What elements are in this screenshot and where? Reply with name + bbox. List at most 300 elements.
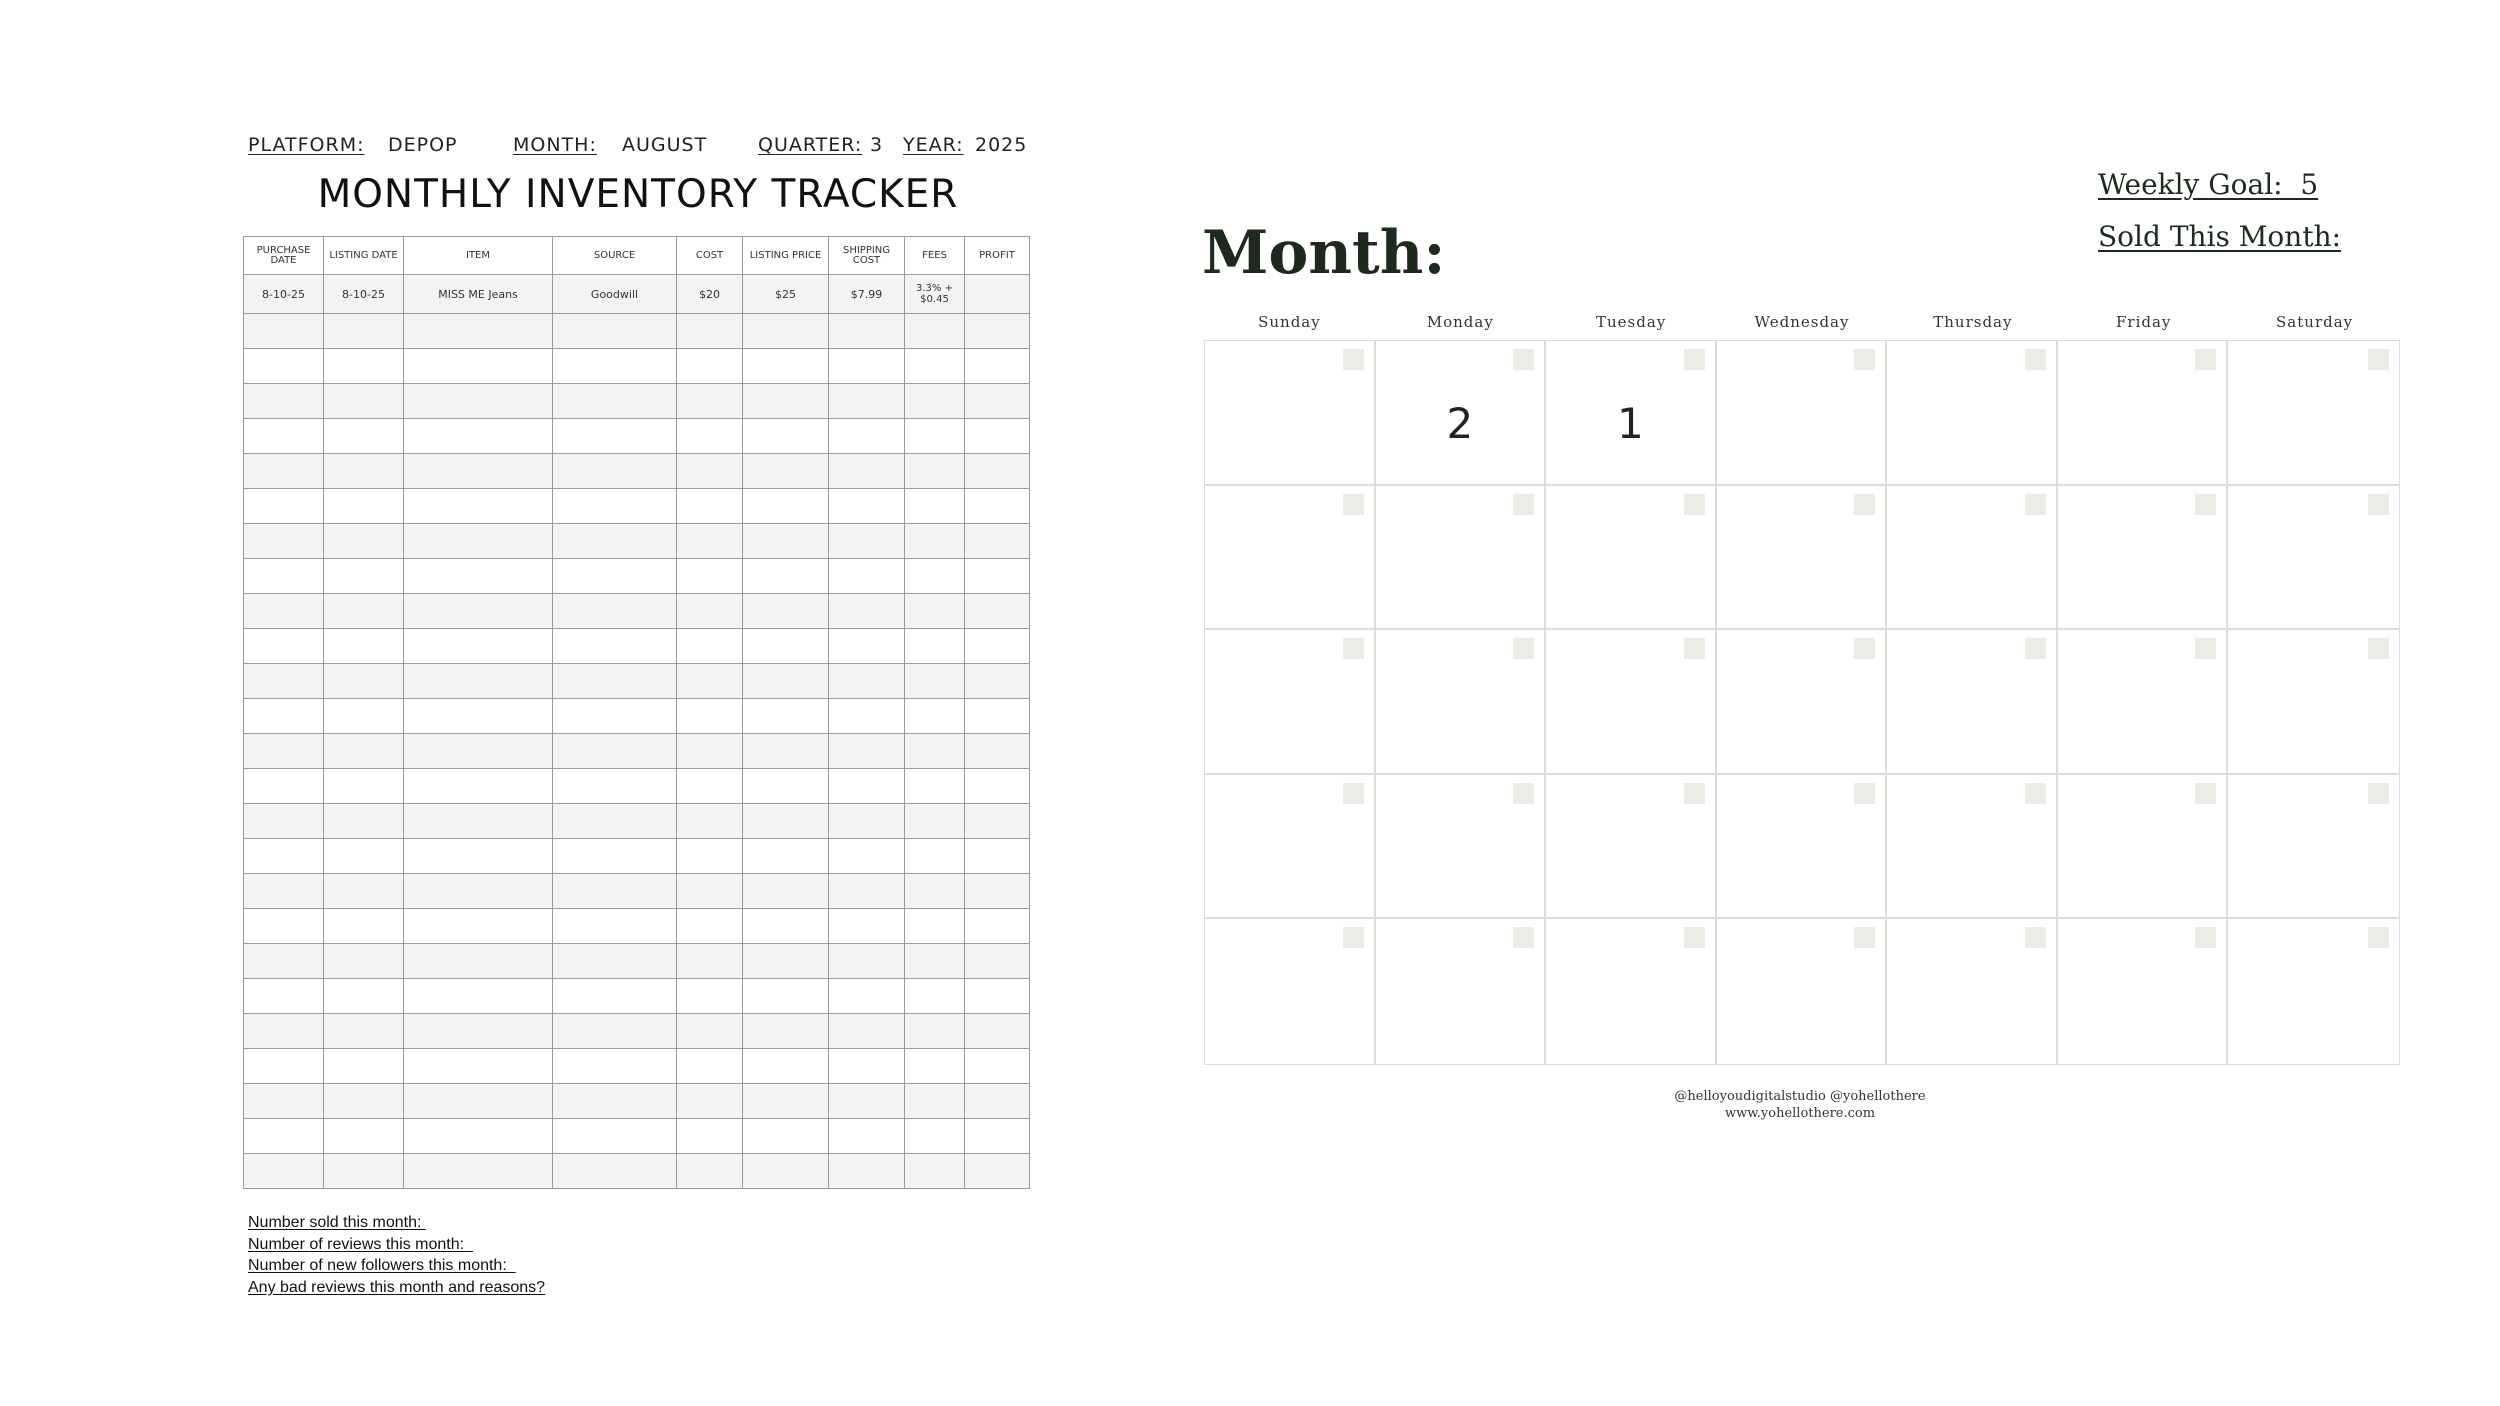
- cell-item[interactable]: [404, 454, 553, 489]
- day-checkbox[interactable]: [1684, 494, 1705, 515]
- cell-source[interactable]: [553, 664, 677, 699]
- cell-cost[interactable]: [677, 874, 743, 909]
- cell-cost[interactable]: [677, 1014, 743, 1049]
- day-checkbox[interactable]: [2195, 783, 2216, 804]
- calendar-day-cell[interactable]: [1376, 486, 1547, 631]
- cell-listing-price[interactable]: [743, 559, 829, 594]
- cell-listing-price[interactable]: [743, 909, 829, 944]
- calendar-day-cell[interactable]: [1376, 919, 1547, 1064]
- cell-fees[interactable]: [905, 874, 965, 909]
- cell-source[interactable]: [553, 1154, 677, 1189]
- cell-source[interactable]: [553, 874, 677, 909]
- day-checkbox[interactable]: [2195, 927, 2216, 948]
- cell-source[interactable]: [553, 454, 677, 489]
- cell-cost[interactable]: [677, 559, 743, 594]
- cell-fees[interactable]: [905, 734, 965, 769]
- cell-source[interactable]: [553, 629, 677, 664]
- cell-listing-price[interactable]: [743, 699, 829, 734]
- day-checkbox[interactable]: [2368, 783, 2389, 804]
- cell-listing-price[interactable]: [743, 314, 829, 349]
- cell-listing-price[interactable]: [743, 524, 829, 559]
- cell-purchase-date[interactable]: [244, 314, 324, 349]
- cell-purchase-date[interactable]: [244, 1154, 324, 1189]
- cell-listing-date[interactable]: [324, 664, 404, 699]
- cell-shipping-cost[interactable]: [829, 1014, 905, 1049]
- cell-listing-price[interactable]: [743, 1154, 829, 1189]
- cell-profit[interactable]: [965, 979, 1030, 1014]
- cell-source[interactable]: [553, 1119, 677, 1154]
- cell-fees[interactable]: [905, 1084, 965, 1119]
- cell-shipping-cost[interactable]: [829, 804, 905, 839]
- cell-listing-date[interactable]: [324, 384, 404, 419]
- cell-item[interactable]: [404, 314, 553, 349]
- cell-cost[interactable]: [677, 1154, 743, 1189]
- cell-profit[interactable]: [965, 314, 1030, 349]
- day-checkbox[interactable]: [2195, 349, 2216, 370]
- cell-cost[interactable]: [677, 384, 743, 419]
- cell-fees[interactable]: [905, 1049, 965, 1084]
- cell-listing-price[interactable]: [743, 349, 829, 384]
- cell-cost[interactable]: [677, 699, 743, 734]
- calendar-day-cell[interactable]: [1546, 341, 1717, 486]
- cell-item[interactable]: [404, 734, 553, 769]
- cell-profit[interactable]: [965, 454, 1030, 489]
- cell-fees[interactable]: [905, 664, 965, 699]
- calendar-day-cell[interactable]: [1717, 630, 1888, 775]
- cell-item[interactable]: [404, 384, 553, 419]
- cell-purchase-date[interactable]: [244, 979, 324, 1014]
- day-checkbox[interactable]: [2368, 638, 2389, 659]
- cell-listing-date[interactable]: [324, 1154, 404, 1189]
- cell-purchase-date[interactable]: [244, 804, 324, 839]
- cell-source[interactable]: [553, 384, 677, 419]
- cell-listing-date[interactable]: 8-10-25: [324, 275, 404, 314]
- day-checkbox[interactable]: [2368, 349, 2389, 370]
- cell-item[interactable]: MISS ME Jeans: [404, 275, 553, 314]
- cell-purchase-date[interactable]: [244, 909, 324, 944]
- cell-cost[interactable]: [677, 349, 743, 384]
- cell-listing-date[interactable]: [324, 524, 404, 559]
- cell-profit[interactable]: [965, 664, 1030, 699]
- cell-item[interactable]: [404, 909, 553, 944]
- day-checkbox[interactable]: [1513, 783, 1534, 804]
- cell-purchase-date[interactable]: [244, 594, 324, 629]
- cell-item[interactable]: [404, 419, 553, 454]
- cell-source[interactable]: [553, 804, 677, 839]
- day-checkbox[interactable]: [1513, 927, 1534, 948]
- cell-fees[interactable]: [905, 314, 965, 349]
- cell-purchase-date[interactable]: [244, 629, 324, 664]
- cell-cost[interactable]: [677, 419, 743, 454]
- calendar-day-cell[interactable]: [1376, 630, 1547, 775]
- cell-item[interactable]: [404, 524, 553, 559]
- calendar-day-cell[interactable]: [1887, 486, 2058, 631]
- cell-listing-price[interactable]: [743, 419, 829, 454]
- cell-cost[interactable]: [677, 664, 743, 699]
- cell-cost[interactable]: $20: [677, 275, 743, 314]
- cell-fees[interactable]: [905, 489, 965, 524]
- day-checkbox[interactable]: [1343, 494, 1364, 515]
- cell-profit[interactable]: [965, 909, 1030, 944]
- cell-source[interactable]: [553, 769, 677, 804]
- cell-source[interactable]: [553, 734, 677, 769]
- cell-cost[interactable]: [677, 524, 743, 559]
- cell-listing-date[interactable]: [324, 314, 404, 349]
- calendar-day-cell[interactable]: [1205, 919, 1376, 1064]
- cell-source[interactable]: [553, 489, 677, 524]
- cell-purchase-date[interactable]: [244, 559, 324, 594]
- cell-fees[interactable]: [905, 1119, 965, 1154]
- cell-listing-price[interactable]: [743, 629, 829, 664]
- cell-item[interactable]: [404, 769, 553, 804]
- day-checkbox[interactable]: [2195, 638, 2216, 659]
- day-checkbox[interactable]: [2368, 927, 2389, 948]
- cell-listing-date[interactable]: [324, 839, 404, 874]
- cell-purchase-date[interactable]: 8-10-25: [244, 275, 324, 314]
- cell-profit[interactable]: [965, 1084, 1030, 1119]
- cell-fees[interactable]: [905, 384, 965, 419]
- calendar-day-cell[interactable]: [1205, 341, 1376, 486]
- cell-profit[interactable]: [965, 1049, 1030, 1084]
- calendar-day-cell[interactable]: [1205, 775, 1376, 920]
- day-checkbox[interactable]: [2025, 494, 2046, 515]
- cell-source[interactable]: [553, 1084, 677, 1119]
- cell-listing-price[interactable]: [743, 944, 829, 979]
- cell-source[interactable]: [553, 349, 677, 384]
- cell-cost[interactable]: [677, 944, 743, 979]
- calendar-day-cell[interactable]: [1376, 341, 1547, 486]
- calendar-day-cell[interactable]: [1205, 486, 1376, 631]
- cell-shipping-cost[interactable]: [829, 769, 905, 804]
- calendar-day-cell[interactable]: [1717, 486, 1888, 631]
- cell-listing-date[interactable]: [324, 979, 404, 1014]
- cell-shipping-cost[interactable]: [829, 1154, 905, 1189]
- cell-listing-date[interactable]: [324, 734, 404, 769]
- cell-listing-price[interactable]: [743, 734, 829, 769]
- cell-item[interactable]: [404, 1084, 553, 1119]
- cell-item[interactable]: [404, 874, 553, 909]
- cell-shipping-cost[interactable]: [829, 524, 905, 559]
- cell-shipping-cost[interactable]: [829, 314, 905, 349]
- cell-source[interactable]: [553, 419, 677, 454]
- cell-listing-date[interactable]: [324, 769, 404, 804]
- cell-source[interactable]: [553, 524, 677, 559]
- calendar-day-cell[interactable]: [1887, 919, 2058, 1064]
- cell-fees[interactable]: [905, 1014, 965, 1049]
- cell-cost[interactable]: [677, 454, 743, 489]
- day-checkbox[interactable]: [1854, 638, 1875, 659]
- cell-profit[interactable]: [965, 804, 1030, 839]
- calendar-day-cell[interactable]: [2058, 775, 2229, 920]
- cell-listing-date[interactable]: [324, 629, 404, 664]
- cell-listing-date[interactable]: [324, 944, 404, 979]
- cell-item[interactable]: [404, 1049, 553, 1084]
- cell-source[interactable]: [553, 559, 677, 594]
- cell-source[interactable]: [553, 944, 677, 979]
- cell-fees[interactable]: [905, 769, 965, 804]
- cell-purchase-date[interactable]: [244, 874, 324, 909]
- cell-source[interactable]: Goodwill: [553, 275, 677, 314]
- cell-item[interactable]: [404, 489, 553, 524]
- calendar-day-cell[interactable]: [2058, 486, 2229, 631]
- cell-cost[interactable]: [677, 1084, 743, 1119]
- cell-listing-price[interactable]: [743, 1049, 829, 1084]
- cell-profit[interactable]: [965, 699, 1030, 734]
- cell-listing-price[interactable]: [743, 489, 829, 524]
- day-checkbox[interactable]: [2025, 927, 2046, 948]
- cell-listing-date[interactable]: [324, 1119, 404, 1154]
- calendar-day-cell[interactable]: [1546, 775, 1717, 920]
- cell-shipping-cost[interactable]: [829, 1119, 905, 1154]
- cell-item[interactable]: [404, 664, 553, 699]
- cell-purchase-date[interactable]: [244, 664, 324, 699]
- cell-purchase-date[interactable]: [244, 769, 324, 804]
- cell-cost[interactable]: [677, 804, 743, 839]
- cell-listing-price[interactable]: [743, 664, 829, 699]
- cell-listing-price[interactable]: [743, 1119, 829, 1154]
- day-checkbox[interactable]: [2025, 638, 2046, 659]
- cell-profit[interactable]: [965, 769, 1030, 804]
- calendar-day-cell[interactable]: [2228, 486, 2399, 631]
- cell-item[interactable]: [404, 944, 553, 979]
- cell-listing-date[interactable]: [324, 489, 404, 524]
- cell-item[interactable]: [404, 979, 553, 1014]
- cell-fees[interactable]: [905, 1154, 965, 1189]
- calendar-day-cell[interactable]: [1546, 486, 1717, 631]
- calendar-day-cell[interactable]: [2058, 630, 2229, 775]
- cell-item[interactable]: [404, 1119, 553, 1154]
- cell-profit[interactable]: [965, 559, 1030, 594]
- cell-source[interactable]: [553, 909, 677, 944]
- calendar-day-cell[interactable]: [2228, 341, 2399, 486]
- cell-purchase-date[interactable]: [244, 734, 324, 769]
- cell-profit[interactable]: [965, 1014, 1030, 1049]
- cell-profit[interactable]: [965, 275, 1030, 314]
- cell-cost[interactable]: [677, 594, 743, 629]
- day-checkbox[interactable]: [1684, 638, 1705, 659]
- calendar-day-cell[interactable]: [2058, 341, 2229, 486]
- cell-listing-date[interactable]: [324, 1049, 404, 1084]
- calendar-day-cell[interactable]: [2058, 919, 2229, 1064]
- day-checkbox[interactable]: [1854, 927, 1875, 948]
- cell-shipping-cost[interactable]: [829, 629, 905, 664]
- calendar-day-cell[interactable]: [2228, 919, 2399, 1064]
- cell-listing-price[interactable]: [743, 874, 829, 909]
- cell-source[interactable]: [553, 314, 677, 349]
- cell-listing-price[interactable]: [743, 804, 829, 839]
- calendar-day-cell[interactable]: [2228, 775, 2399, 920]
- cell-profit[interactable]: [965, 489, 1030, 524]
- cell-profit[interactable]: [965, 629, 1030, 664]
- cell-purchase-date[interactable]: [244, 524, 324, 559]
- cell-fees[interactable]: [905, 839, 965, 874]
- cell-source[interactable]: [553, 1049, 677, 1084]
- day-checkbox[interactable]: [1513, 638, 1534, 659]
- cell-cost[interactable]: [677, 1119, 743, 1154]
- cell-fees[interactable]: [905, 524, 965, 559]
- cell-profit[interactable]: [965, 1154, 1030, 1189]
- cell-profit[interactable]: [965, 349, 1030, 384]
- day-checkbox[interactable]: [1684, 927, 1705, 948]
- cell-listing-date[interactable]: [324, 419, 404, 454]
- cell-shipping-cost[interactable]: [829, 664, 905, 699]
- cell-listing-date[interactable]: [324, 1084, 404, 1119]
- cell-fees[interactable]: [905, 979, 965, 1014]
- calendar-day-cell[interactable]: [1376, 775, 1547, 920]
- cell-cost[interactable]: [677, 1049, 743, 1084]
- cell-listing-date[interactable]: [324, 349, 404, 384]
- cell-profit[interactable]: [965, 839, 1030, 874]
- cell-cost[interactable]: [677, 909, 743, 944]
- cell-profit[interactable]: [965, 734, 1030, 769]
- day-checkbox[interactable]: [1513, 494, 1534, 515]
- day-checkbox[interactable]: [1343, 927, 1364, 948]
- cell-listing-date[interactable]: [324, 909, 404, 944]
- cell-shipping-cost[interactable]: [829, 944, 905, 979]
- day-checkbox[interactable]: [2195, 494, 2216, 515]
- day-checkbox[interactable]: [1854, 494, 1875, 515]
- day-checkbox[interactable]: [2025, 349, 2046, 370]
- cell-shipping-cost[interactable]: [829, 1084, 905, 1119]
- cell-item[interactable]: [404, 349, 553, 384]
- cell-source[interactable]: [553, 1014, 677, 1049]
- cell-listing-price[interactable]: [743, 839, 829, 874]
- cell-shipping-cost[interactable]: [829, 594, 905, 629]
- cell-source[interactable]: [553, 979, 677, 1014]
- cell-shipping-cost[interactable]: [829, 559, 905, 594]
- cell-purchase-date[interactable]: [244, 944, 324, 979]
- cell-shipping-cost[interactable]: [829, 839, 905, 874]
- cell-item[interactable]: [404, 1154, 553, 1189]
- cell-fees[interactable]: [905, 454, 965, 489]
- cell-profit[interactable]: [965, 874, 1030, 909]
- cell-listing-date[interactable]: [324, 874, 404, 909]
- day-checkbox[interactable]: [1343, 638, 1364, 659]
- cell-shipping-cost[interactable]: [829, 349, 905, 384]
- cell-profit[interactable]: [965, 524, 1030, 559]
- cell-source[interactable]: [553, 699, 677, 734]
- cell-item[interactable]: [404, 839, 553, 874]
- cell-listing-price[interactable]: [743, 454, 829, 489]
- cell-profit[interactable]: [965, 944, 1030, 979]
- calendar-day-cell[interactable]: [1205, 630, 1376, 775]
- cell-source[interactable]: [553, 594, 677, 629]
- cell-listing-price[interactable]: [743, 384, 829, 419]
- cell-fees[interactable]: [905, 629, 965, 664]
- calendar-day-cell[interactable]: [1546, 630, 1717, 775]
- day-checkbox[interactable]: [1684, 349, 1705, 370]
- cell-listing-date[interactable]: [324, 1014, 404, 1049]
- cell-cost[interactable]: [677, 769, 743, 804]
- cell-cost[interactable]: [677, 489, 743, 524]
- cell-purchase-date[interactable]: [244, 1119, 324, 1154]
- cell-purchase-date[interactable]: [244, 384, 324, 419]
- cell-fees[interactable]: [905, 594, 965, 629]
- calendar-day-cell[interactable]: [1887, 775, 2058, 920]
- cell-purchase-date[interactable]: [244, 489, 324, 524]
- cell-listing-price[interactable]: $25: [743, 275, 829, 314]
- cell-shipping-cost[interactable]: [829, 1049, 905, 1084]
- cell-shipping-cost[interactable]: [829, 384, 905, 419]
- cell-shipping-cost[interactable]: [829, 489, 905, 524]
- cell-profit[interactable]: [965, 419, 1030, 454]
- cell-cost[interactable]: [677, 734, 743, 769]
- cell-shipping-cost[interactable]: [829, 734, 905, 769]
- calendar-day-cell[interactable]: [1546, 919, 1717, 1064]
- calendar-day-cell[interactable]: [1717, 775, 1888, 920]
- calendar-day-cell[interactable]: [1717, 341, 1888, 486]
- cell-listing-date[interactable]: [324, 699, 404, 734]
- day-checkbox[interactable]: [1854, 783, 1875, 804]
- cell-listing-price[interactable]: [743, 1014, 829, 1049]
- cell-fees[interactable]: 3.3% + $0.45: [905, 275, 965, 314]
- cell-listing-price[interactable]: [743, 594, 829, 629]
- cell-purchase-date[interactable]: [244, 1084, 324, 1119]
- cell-purchase-date[interactable]: [244, 699, 324, 734]
- day-checkbox[interactable]: [1684, 783, 1705, 804]
- cell-fees[interactable]: [905, 559, 965, 594]
- cell-cost[interactable]: [677, 839, 743, 874]
- day-checkbox[interactable]: [1513, 349, 1534, 370]
- cell-item[interactable]: [404, 594, 553, 629]
- cell-cost[interactable]: [677, 314, 743, 349]
- cell-item[interactable]: [404, 559, 553, 594]
- cell-purchase-date[interactable]: [244, 454, 324, 489]
- cell-purchase-date[interactable]: [244, 1014, 324, 1049]
- day-checkbox[interactable]: [1343, 783, 1364, 804]
- cell-purchase-date[interactable]: [244, 349, 324, 384]
- cell-shipping-cost[interactable]: [829, 419, 905, 454]
- cell-listing-date[interactable]: [324, 559, 404, 594]
- cell-cost[interactable]: [677, 629, 743, 664]
- cell-listing-date[interactable]: [324, 804, 404, 839]
- cell-item[interactable]: [404, 629, 553, 664]
- cell-listing-price[interactable]: [743, 769, 829, 804]
- cell-cost[interactable]: [677, 979, 743, 1014]
- cell-shipping-cost[interactable]: [829, 979, 905, 1014]
- cell-purchase-date[interactable]: [244, 419, 324, 454]
- calendar-day-cell[interactable]: [1887, 341, 2058, 486]
- cell-shipping-cost[interactable]: [829, 874, 905, 909]
- cell-fees[interactable]: [905, 804, 965, 839]
- cell-item[interactable]: [404, 804, 553, 839]
- cell-profit[interactable]: [965, 594, 1030, 629]
- calendar-day-cell[interactable]: [2228, 630, 2399, 775]
- cell-shipping-cost[interactable]: [829, 454, 905, 489]
- cell-item[interactable]: [404, 1014, 553, 1049]
- cell-listing-date[interactable]: [324, 594, 404, 629]
- cell-shipping-cost[interactable]: [829, 909, 905, 944]
- cell-listing-price[interactable]: [743, 1084, 829, 1119]
- cell-source[interactable]: [553, 839, 677, 874]
- cell-shipping-cost[interactable]: [829, 699, 905, 734]
- cell-fees[interactable]: [905, 699, 965, 734]
- day-checkbox[interactable]: [1343, 349, 1364, 370]
- cell-fees[interactable]: [905, 944, 965, 979]
- cell-listing-date[interactable]: [324, 454, 404, 489]
- day-checkbox[interactable]: [1854, 349, 1875, 370]
- cell-purchase-date[interactable]: [244, 1049, 324, 1084]
- cell-fees[interactable]: [905, 909, 965, 944]
- calendar-day-cell[interactable]: [1887, 630, 2058, 775]
- cell-profit[interactable]: [965, 1119, 1030, 1154]
- calendar-day-cell[interactable]: [1717, 919, 1888, 1064]
- cell-listing-price[interactable]: [743, 979, 829, 1014]
- day-checkbox[interactable]: [2368, 494, 2389, 515]
- day-checkbox[interactable]: [2025, 783, 2046, 804]
- cell-purchase-date[interactable]: [244, 839, 324, 874]
- cell-profit[interactable]: [965, 384, 1030, 419]
